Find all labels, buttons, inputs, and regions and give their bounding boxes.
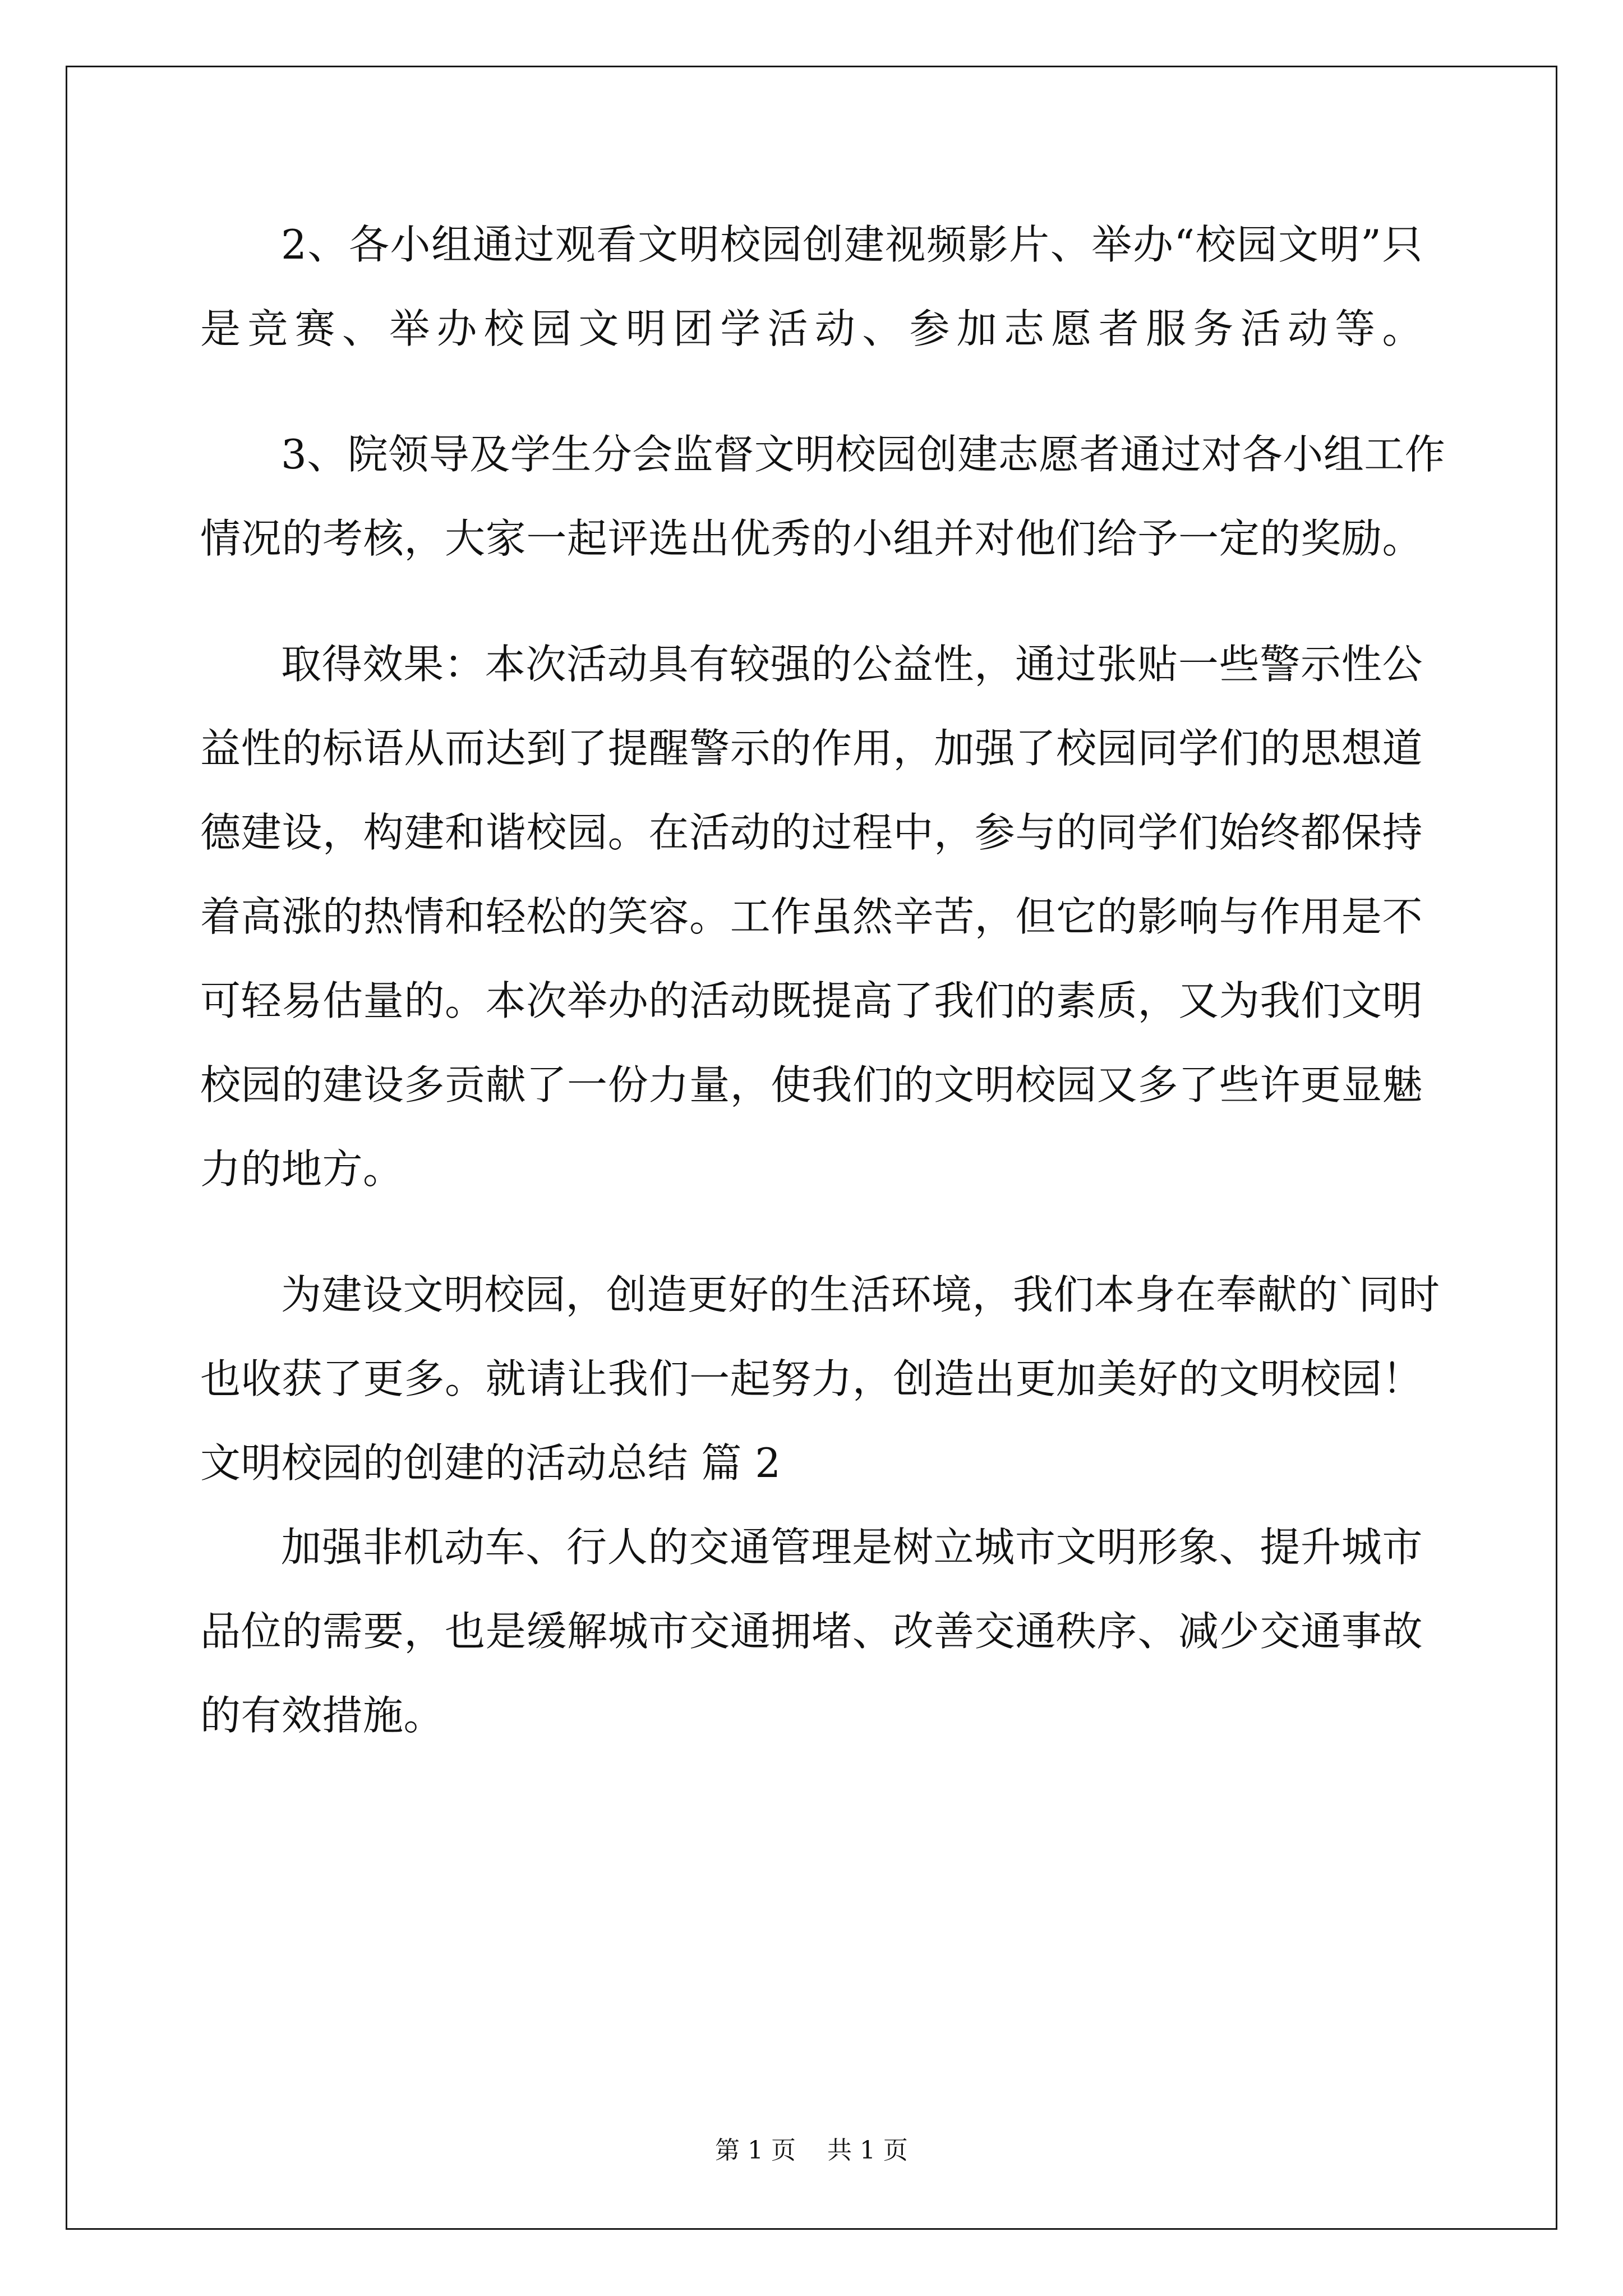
- paragraph-line: 加强非机动车、行人的交通管理是树立城市文明形象、提升城市: [281, 1524, 1423, 1571]
- paragraph-line: 力的地方。: [200, 1145, 404, 1193]
- paragraph-line: 也收获了更多。就请让我们一起努力，创造出更加美好的文明校园！: [200, 1355, 1423, 1402]
- paragraph-line: 是竞赛、举办校园文明团学活动、参加志愿者服务活动等。: [200, 305, 1423, 352]
- paragraph-line: 取得效果：本次活动具有较强的公益性，通过张贴一些警示性公: [281, 641, 1423, 688]
- paragraph-line: 3、院领导及学生分会监督文明校园创建志愿者通过对各小组工作: [281, 431, 1446, 478]
- page-footer: 第 1 页 共 1 页: [715, 2136, 908, 2165]
- paragraph-line: 品位的需要，也是缓解城市交通拥堵、改善交通秩序、减少交通事故: [200, 1608, 1423, 1655]
- paragraph-line: 为建设文明校园，创造更好的生活环境，我们本身在奉献的`同时: [281, 1271, 1440, 1318]
- paragraph-line: 情况的考核，大家一起评选出优秀的小组并对他们给予一定的奖励。: [200, 515, 1423, 562]
- paragraph-line: 可轻易估量的。本次举办的活动既提高了我们的素质，又为我们文明: [200, 977, 1423, 1024]
- paragraph-line: 校园的建设多贡献了一份力量，使我们的文明校园又多了些许更显魅: [200, 1061, 1423, 1108]
- paragraph-line: 德建设，构建和谐校园。在活动的过程中，参与的同学们始终都保持: [200, 809, 1423, 856]
- section-heading: 文明校园的创建的活动总结 篇 2: [200, 1439, 781, 1487]
- paragraph-line: 2、各小组通过观看文明校园创建视频影片、举办“校园文明”只: [281, 221, 1423, 268]
- paragraph-line: 着高涨的热情和轻松的笑容。工作虽然辛苦，但它的影响与作用是不: [200, 893, 1423, 940]
- paragraph-line: 益性的标语从而达到了提醒警示的作用，加强了校园同学们的思想道: [200, 725, 1423, 772]
- paragraph-line: 的有效措施。: [200, 1692, 445, 1739]
